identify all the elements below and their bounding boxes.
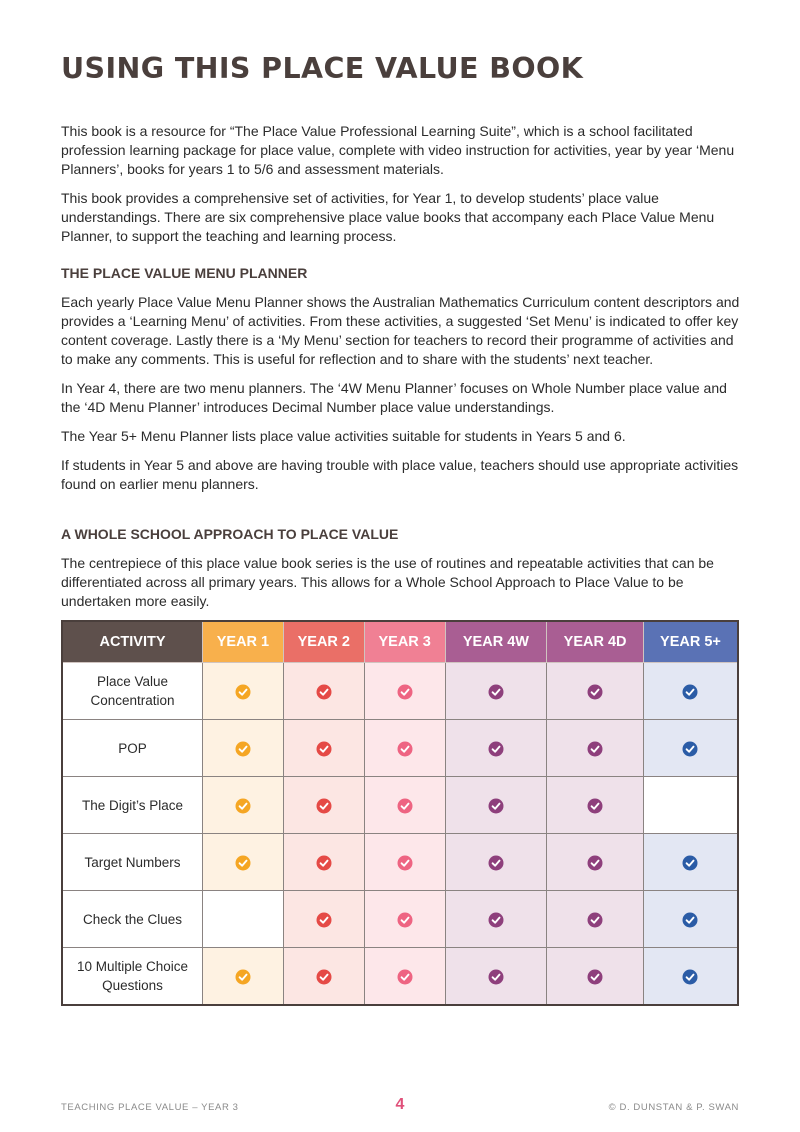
activity-name: Check the Clues	[62, 891, 203, 948]
check-cell	[547, 948, 644, 1006]
check-cell	[445, 948, 547, 1006]
page-number: 4	[395, 1096, 405, 1113]
check-cell	[283, 834, 364, 891]
check-circle-icon	[587, 741, 603, 757]
check-circle-icon	[397, 912, 413, 928]
check-cell	[547, 663, 644, 720]
check-circle-icon	[587, 855, 603, 871]
check-circle-icon	[682, 684, 698, 700]
activity-name: 10 Multiple Choice Questions	[62, 948, 203, 1006]
check-circle-icon	[235, 741, 251, 757]
check-cell	[283, 720, 364, 777]
year-column-header: YEAR 4D	[547, 621, 644, 663]
check-cell	[445, 663, 547, 720]
check-cell	[445, 891, 547, 948]
check-cell	[203, 948, 284, 1006]
table-row	[62, 663, 738, 720]
check-cell	[203, 663, 284, 720]
check-circle-icon	[587, 684, 603, 700]
year-column-header: YEAR 4W	[445, 621, 547, 663]
activity-name: Target Numbers	[62, 834, 203, 891]
check-circle-icon	[316, 798, 332, 814]
table-row	[62, 891, 738, 948]
check-cell	[364, 720, 445, 777]
check-cell	[283, 663, 364, 720]
check-circle-icon	[316, 684, 332, 700]
year-column-header: YEAR 3	[364, 621, 445, 663]
check-circle-icon	[488, 798, 504, 814]
year-column-header: YEAR 5+	[643, 621, 738, 663]
check-cell	[283, 891, 364, 948]
check-circle-icon	[587, 969, 603, 985]
intro-paragraph-1: This book is a resource for “The Place Value Professional Learning Suite”, which is a school facilitated profession learning package for place value, complete with video instruction for activities, year by year ‘Menu Planners’, books for years 1 to 5/6 and assessment materials.	[61, 123, 735, 177]
check-circle-icon	[316, 741, 332, 757]
check-circle-icon	[397, 798, 413, 814]
check-circle-icon	[316, 969, 332, 985]
check-cell	[643, 834, 738, 891]
check-circle-icon	[488, 912, 504, 928]
check-cell	[643, 663, 738, 720]
check-circle-icon	[488, 855, 504, 871]
activity-name: Place Value Concentration	[62, 663, 203, 720]
check-circle-icon	[235, 684, 251, 700]
whole-school-heading: A WHOLE SCHOOL APPROACH TO PLACE VALUE	[61, 526, 399, 542]
menu-planner-paragraph-1: Each yearly Place Value Menu Planner shows the Australian Mathematics Curriculum content descriptors and provides a ‘Learning Menu’ of activities. From these activities, a suggested ‘Set Menu’ is indicated to offer key content coverage. Lastly there is a ‘My Menu’ section for teachers to record their programme of activities and to make any comments. This is useful for reflection and to share with the students’ next teacher.	[61, 294, 740, 367]
whole-school-section	[61, 525, 741, 621]
check-circle-icon	[488, 684, 504, 700]
check-cell	[547, 891, 644, 948]
menu-planner-paragraph-2: In Year 4, there are two menu planners. The ‘4W Menu Planner’ focuses on Whole Number place value and the ‘4D Menu Planner’ introduces Decimal Number place value understandings.	[61, 380, 727, 415]
check-circle-icon	[397, 855, 413, 871]
check-cell	[364, 834, 445, 891]
table-row	[62, 777, 738, 834]
check-cell	[643, 720, 738, 777]
check-circle-icon	[397, 741, 413, 757]
check-cell	[445, 834, 547, 891]
activity-name: The Digit’s Place	[62, 777, 203, 834]
check-circle-icon	[316, 855, 332, 871]
check-cell	[445, 777, 547, 834]
intro-section	[61, 122, 741, 256]
page-title: USING THIS PLACE VALUE BOOK	[61, 52, 584, 85]
check-circle-icon	[397, 969, 413, 985]
table-body	[62, 663, 738, 1006]
check-cell	[547, 834, 644, 891]
check-cell	[364, 948, 445, 1006]
check-cell	[547, 720, 644, 777]
check-circle-icon	[235, 798, 251, 814]
check-cell	[445, 720, 547, 777]
check-circle-icon	[316, 912, 332, 928]
check-circle-icon	[235, 855, 251, 871]
table-row	[62, 720, 738, 777]
activity-table	[61, 620, 739, 1006]
check-cell	[283, 948, 364, 1006]
check-circle-icon	[397, 684, 413, 700]
check-circle-icon	[488, 741, 504, 757]
activity-column-header: ACTIVITY	[62, 621, 203, 663]
check-cell	[643, 777, 738, 834]
menu-planner-section	[61, 264, 741, 504]
check-cell	[203, 834, 284, 891]
footer-book-title: TEACHING PLACE VALUE – YEAR 3	[61, 1102, 239, 1113]
footer-copyright: © D. DUNSTAN & P. SWAN	[608, 1102, 739, 1113]
check-cell	[643, 891, 738, 948]
year-column-header: YEAR 1	[203, 621, 284, 663]
menu-planner-paragraph-4: If students in Year 5 and above are having trouble with place value, teachers should use appropriate activities found on earlier menu planners.	[61, 457, 739, 492]
check-circle-icon	[682, 855, 698, 871]
whole-school-paragraph: The centrepiece of this place value book series is the use of routines and repeatable activities that can be differentiated across all primary years. This allows for a Whole School Approach to Place Value to be undertaken more easily.	[61, 555, 714, 609]
check-circle-icon	[488, 969, 504, 985]
check-cell	[203, 777, 284, 834]
check-cell	[547, 777, 644, 834]
year-column-header: YEAR 2	[283, 621, 364, 663]
check-cell	[364, 891, 445, 948]
check-circle-icon	[682, 969, 698, 985]
check-cell	[643, 948, 738, 1006]
check-cell	[203, 720, 284, 777]
intro-paragraph-2: This book provides a comprehensive set of activities, for Year 1, to develop students’ place value understandings. There are six comprehensive place value books that accompany each Place Value Menu Planner, to support the teaching and learning process.	[61, 190, 715, 244]
check-circle-icon	[587, 912, 603, 928]
check-circle-icon	[587, 798, 603, 814]
table-header-row	[62, 621, 738, 663]
table-row	[62, 834, 738, 891]
menu-planner-paragraph-3: The Year 5+ Menu Planner lists place value activities suitable for students in Years 5 and 6.	[61, 428, 626, 444]
check-cell	[203, 891, 284, 948]
menu-planner-heading: THE PLACE VALUE MENU PLANNER	[61, 265, 308, 281]
check-cell	[364, 663, 445, 720]
check-circle-icon	[682, 912, 698, 928]
check-cell	[364, 777, 445, 834]
activity-name: POP	[62, 720, 203, 777]
table-row	[62, 948, 738, 1006]
check-circle-icon	[235, 969, 251, 985]
check-cell	[283, 777, 364, 834]
check-circle-icon	[682, 741, 698, 757]
